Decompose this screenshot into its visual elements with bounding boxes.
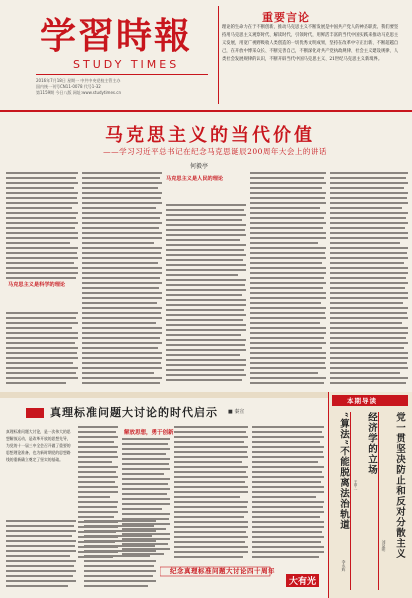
text-texture	[252, 426, 324, 562]
main-author: 何毅亭	[190, 163, 209, 170]
sidebar-item-author: 李永辉	[342, 560, 347, 572]
article2-column-4	[252, 426, 324, 562]
main-column-5	[330, 172, 408, 386]
article-kicker-mark	[26, 408, 44, 418]
text-texture	[82, 172, 162, 386]
newspaper-logo: 学習時報	[40, 15, 193, 57]
main-column-3	[166, 186, 246, 386]
text-texture	[174, 426, 248, 562]
article2-headline[interactable]: 真理标准问题大讨论的时代启示	[50, 406, 218, 419]
sidebar-item-author: 刘益明	[382, 540, 387, 552]
sidebar-item-title[interactable]: “算法”不能脱离法治轨道	[338, 412, 349, 530]
anniversary-banner-text: 纪念真理标准问题大讨论四十周年	[170, 567, 275, 575]
main-headline[interactable]: 马克思主义的当代价值	[105, 125, 315, 146]
main-subheadline: ——学习习近平总书记在纪念马克思诞辰200周年大会上的讲话	[103, 147, 327, 156]
issue-line: 国内统一刊号CN11-0078 代号1-32	[36, 84, 101, 89]
issue-line: 第1159期 今日八版 网址:www.studytimes.cn	[36, 90, 122, 95]
article2-author: ■ 秦宣	[228, 409, 245, 415]
highlights-title: 重要言论	[262, 11, 310, 24]
sidebar-item-title[interactable]: 党一贯坚决防止和反对分散主义	[394, 412, 405, 559]
text-texture	[166, 186, 246, 386]
article2-subhead: 解放思想，勇于创新	[124, 430, 174, 436]
newspaper-latin-name: STUDY TIMES	[73, 58, 180, 71]
sidebar-header: 本期导读	[347, 397, 377, 405]
text-texture	[6, 172, 78, 386]
sidebar-item-author: 王甲一	[354, 480, 359, 492]
main-column-1	[6, 172, 78, 386]
article2-column-3	[174, 426, 248, 562]
issue-info	[36, 74, 208, 103]
article2-column-5	[6, 520, 156, 594]
main-column-4	[250, 172, 326, 386]
main-column-2	[82, 172, 162, 386]
section-subhead: 马克思主义是人民的理论	[166, 176, 224, 182]
issue-line: 2016年7月18日 星期一 中共中央党校主管主办	[36, 78, 121, 83]
sidebar-divider	[350, 412, 351, 590]
text-texture	[250, 172, 326, 386]
banner-tag: 大有光	[286, 574, 319, 587]
text-texture	[6, 520, 156, 594]
sidebar-item-title[interactable]: 经济学的立场	[366, 412, 377, 475]
sidebar-divider	[378, 412, 379, 590]
highlights-body: 理论的生命力在于不断创新，推动马克思主义不断发展是中国共产党人的神圣职责。我们要坚持用马克思主义观察时代、解读时代、引领时代，用鲜活丰富的当代中国实践来推动马克思主义发展，用宽广视野吸收人类创造的一切优秀文明成果，坚持在改革中守正出新、不断超越自己，在开放中博采众长、不断完善自己，不断深化对共产党执政规律、社会主义建设规律、人类社会发展规律的认识，不断开辟当代中国马克思主义、21世纪马克思主义新境界。	[222, 25, 399, 63]
article2-pullquote: 真理标准问题大讨论，是一次伟大的思想解放运动，是改革开放的思想先导，为党的十一届三中全会召开做了重要的思想理论准备，也为新时期党的思想路线的重新确立奠定了坚实的基础。	[6, 429, 71, 462]
text-texture	[330, 172, 408, 386]
masthead-divider	[0, 110, 412, 112]
section-subhead: 马克思主义是科学的理论	[8, 282, 66, 288]
